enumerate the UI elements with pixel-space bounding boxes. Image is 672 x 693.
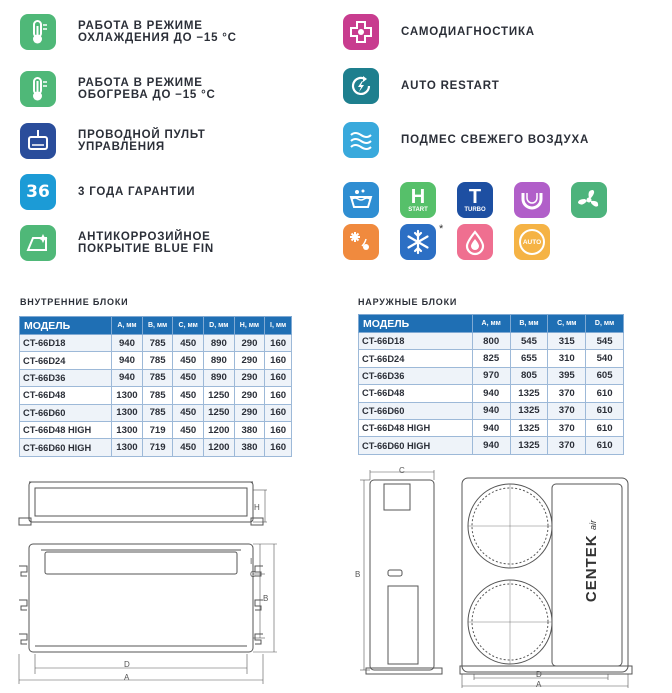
dimension-cell: 160 xyxy=(265,369,292,386)
dimension-cell: 785 xyxy=(142,335,173,352)
washable-filter-icon xyxy=(343,182,379,218)
dimension-cell: 1325 xyxy=(510,437,548,454)
brand-logo xyxy=(580,490,604,650)
dimension-cell: 610 xyxy=(586,437,624,454)
model-cell: CT-66D48 HIGH xyxy=(20,421,112,438)
table-row xyxy=(359,437,624,454)
dimension-cell: 890 xyxy=(204,335,235,352)
dimension-cell: 940 xyxy=(472,385,510,402)
thermometer-heat-icon xyxy=(20,71,56,107)
dimension-cell: 610 xyxy=(586,419,624,436)
dimension-cell: 370 xyxy=(548,419,586,436)
humidity-drop-icon xyxy=(457,224,493,260)
dimension-cell: 1200 xyxy=(204,421,235,438)
feature-self-diagnosis xyxy=(343,14,535,50)
indoor-header-5: H, мм xyxy=(234,317,265,335)
outdoor-header-row xyxy=(359,315,624,333)
h-start-letter: H xyxy=(410,186,426,208)
blue-fin-icon xyxy=(20,225,56,261)
dimension-cell: 540 xyxy=(586,350,624,367)
indoor-spec-table xyxy=(19,316,292,457)
dimension-cell: 450 xyxy=(173,439,204,456)
dimension-cell: 1300 xyxy=(112,404,143,421)
table-row xyxy=(359,402,624,419)
auto-restart-icon xyxy=(343,68,379,104)
self-diagnosis-icon xyxy=(343,14,379,50)
table-row xyxy=(359,333,624,350)
dimension-cell: 290 xyxy=(234,352,265,369)
dimension-cell: 940 xyxy=(472,437,510,454)
dim-d: D xyxy=(124,660,130,669)
dimension-cell: 450 xyxy=(173,404,204,421)
feature-fresh-air-text: ПОДМЕС СВЕЖЕГО ВОЗДУХА xyxy=(401,134,590,146)
model-cell: CT-66D24 xyxy=(20,352,112,369)
dim-out-b: B xyxy=(355,570,361,579)
dimension-cell: 890 xyxy=(204,369,235,386)
dimension-cell: 940 xyxy=(112,369,143,386)
dim-c: C xyxy=(250,570,256,579)
dimension-cell: 940 xyxy=(112,335,143,352)
table-row xyxy=(20,439,292,456)
dim-i: I xyxy=(250,557,253,566)
dimension-cell: 785 xyxy=(142,352,173,369)
auto-mode-label: AUTO xyxy=(522,238,542,246)
h-start-sub: START xyxy=(408,207,428,213)
warranty-36-icon xyxy=(20,174,56,210)
model-cell: CT-66D18 xyxy=(359,333,473,350)
dimension-cell: 160 xyxy=(265,335,292,352)
table-row xyxy=(359,419,624,436)
dimension-cell: 1300 xyxy=(112,439,143,456)
dimension-cell: 450 xyxy=(173,369,204,386)
outdoor-header-4: D, мм xyxy=(586,315,624,333)
dimension-cell: 1325 xyxy=(510,419,548,436)
dimension-cell: 1300 xyxy=(112,387,143,404)
feature-self-diagnosis-text: САМОДИАГНОСТИКА xyxy=(401,26,535,38)
table-row xyxy=(20,421,292,438)
dimension-cell: 450 xyxy=(173,352,204,369)
feature-cooling-text: РАБОТА В РЕЖИМЕ ОХЛАЖДЕНИЯ ДО −15 °С xyxy=(78,20,237,44)
dimension-cell: 655 xyxy=(510,350,548,367)
dimension-cell: 940 xyxy=(472,402,510,419)
dimension-cell: 940 xyxy=(472,419,510,436)
dimension-cell: 719 xyxy=(142,421,173,438)
feature-cooling xyxy=(20,14,237,50)
dim-h: H xyxy=(254,503,260,512)
table-row xyxy=(20,352,292,369)
table-row xyxy=(359,367,624,384)
dimension-cell: 890 xyxy=(204,352,235,369)
feature-fresh-air xyxy=(343,122,589,158)
dimension-cell: 290 xyxy=(234,387,265,404)
feature-wired-remote-text: ПРОВОДНОЙ ПУЛЬТ УПРАВЛЕНИЯ xyxy=(78,129,206,153)
dimension-cell: 805 xyxy=(510,367,548,384)
dim-a: A xyxy=(124,673,130,682)
feature-blue-fin-text: АНТИКОРРОЗИЙНОЕ ПОКРЫТИЕ BLUE FIN xyxy=(78,231,214,255)
dimension-cell: 290 xyxy=(234,404,265,421)
dimension-cell: 310 xyxy=(548,350,586,367)
dimension-cell: 160 xyxy=(265,387,292,404)
dimension-cell: 160 xyxy=(265,439,292,456)
outdoor-header-2: B, мм xyxy=(510,315,548,333)
dimension-cell: 940 xyxy=(112,352,143,369)
dimension-cell: 395 xyxy=(548,367,586,384)
fresh-air-icon xyxy=(343,122,379,158)
outdoor-title: НАРУЖНЫЕ БЛОКИ xyxy=(358,297,458,307)
dimension-cell: 290 xyxy=(234,369,265,386)
feature-heating xyxy=(20,71,216,107)
heat-cool-icon xyxy=(343,224,379,260)
dimension-cell: 290 xyxy=(234,335,265,352)
dimension-cell: 970 xyxy=(472,367,510,384)
model-cell: CT-66D48 HIGH xyxy=(359,419,473,436)
outdoor-header-1: A, мм xyxy=(472,315,510,333)
dimension-cell: 719 xyxy=(142,439,173,456)
dimension-cell: 825 xyxy=(472,350,510,367)
dimension-cell: 450 xyxy=(173,335,204,352)
dimension-cell: 315 xyxy=(548,333,586,350)
table-row xyxy=(359,385,624,402)
dimension-cell: 545 xyxy=(510,333,548,350)
outdoor-spec-table xyxy=(358,314,624,455)
dimension-cell: 380 xyxy=(234,439,265,456)
feature-blue-fin xyxy=(20,225,214,261)
dimension-cell: 1250 xyxy=(204,387,235,404)
table-row xyxy=(20,404,292,421)
indoor-header-3: C, мм xyxy=(173,317,204,335)
indoor-header-row xyxy=(20,317,292,335)
dimension-cell: 610 xyxy=(586,402,624,419)
model-cell: CT-66D60 HIGH xyxy=(20,439,112,456)
dimension-cell: 785 xyxy=(142,369,173,386)
indoor-header-4: D, мм xyxy=(204,317,235,335)
dimension-cell: 370 xyxy=(548,385,586,402)
outdoor-header-0: МОДЕЛЬ xyxy=(359,315,473,333)
auto-mode-icon xyxy=(514,224,550,260)
dimension-cell: 450 xyxy=(173,421,204,438)
feature-heating-text: РАБОТА В РЕЖИМЕ ОБОГРЕВА ДО −15 °С xyxy=(78,77,216,101)
swing-icon xyxy=(514,182,550,218)
dimension-cell: 1325 xyxy=(510,385,548,402)
model-cell: CT-66D48 xyxy=(20,387,112,404)
feature-warranty xyxy=(20,174,195,210)
model-cell: CT-66D60 HIGH xyxy=(359,437,473,454)
model-cell: CT-66D36 xyxy=(359,367,473,384)
indoor-header-6: I, мм xyxy=(265,317,292,335)
dimension-cell: 160 xyxy=(265,404,292,421)
warranty-36-label: 36 xyxy=(26,182,50,202)
dimension-cell: 450 xyxy=(173,387,204,404)
brand-suffix: air xyxy=(588,519,598,530)
feature-auto-restart-text: AUTO RESTART xyxy=(401,80,500,92)
dim-out-d: D xyxy=(536,670,542,679)
brand-name: CENTEK xyxy=(583,534,600,603)
snowflake-icon xyxy=(400,224,436,260)
t-turbo-letter: T xyxy=(468,186,482,208)
indoor-header-2: B, мм xyxy=(142,317,173,335)
table-row xyxy=(20,387,292,404)
indoor-title: ВНУТРЕННИЕ БЛОКИ xyxy=(20,297,129,307)
dim-out-a: A xyxy=(536,680,542,689)
dimension-cell: 610 xyxy=(586,385,624,402)
dimension-cell: 370 xyxy=(548,437,586,454)
dimension-cell: 605 xyxy=(586,367,624,384)
dim-b: B xyxy=(263,594,269,603)
fan-icon xyxy=(571,182,607,218)
asterisk-note: * xyxy=(439,223,444,235)
indoor-unit-drawing xyxy=(15,478,285,688)
feature-warranty-text: 3 ГОДА ГАРАНТИИ xyxy=(78,186,196,198)
dimension-cell: 1200 xyxy=(204,439,235,456)
feature-auto-restart xyxy=(343,68,500,104)
dimension-cell: 785 xyxy=(142,404,173,421)
dim-out-c: C xyxy=(399,466,405,475)
dimension-cell: 160 xyxy=(265,352,292,369)
dimension-cell: 545 xyxy=(586,333,624,350)
indoor-header-0: МОДЕЛЬ xyxy=(20,317,112,335)
feature-wired-remote xyxy=(20,123,206,159)
dimension-cell: 370 xyxy=(548,402,586,419)
dimension-cell: 1300 xyxy=(112,421,143,438)
model-cell: CT-66D60 xyxy=(20,404,112,421)
table-row xyxy=(359,350,624,367)
h-start-icon xyxy=(400,182,436,218)
dimension-cell: 785 xyxy=(142,387,173,404)
model-cell: CT-66D48 xyxy=(359,385,473,402)
thermometer-cool-icon xyxy=(20,14,56,50)
table-row xyxy=(20,369,292,386)
dimension-cell: 1325 xyxy=(510,402,548,419)
table-row xyxy=(20,335,292,352)
indoor-header-1: A, мм xyxy=(112,317,143,335)
model-cell: CT-66D24 xyxy=(359,350,473,367)
dimension-cell: 160 xyxy=(265,421,292,438)
t-turbo-icon xyxy=(457,182,493,218)
model-cell: CT-66D18 xyxy=(20,335,112,352)
model-cell: CT-66D60 xyxy=(359,402,473,419)
dimension-cell: 1250 xyxy=(204,404,235,421)
t-turbo-sub: TURBO xyxy=(464,207,486,213)
outdoor-header-3: C, мм xyxy=(548,315,586,333)
dimension-cell: 800 xyxy=(472,333,510,350)
dimension-cell: 380 xyxy=(234,421,265,438)
model-cell: CT-66D36 xyxy=(20,369,112,386)
wired-remote-icon xyxy=(20,123,56,159)
